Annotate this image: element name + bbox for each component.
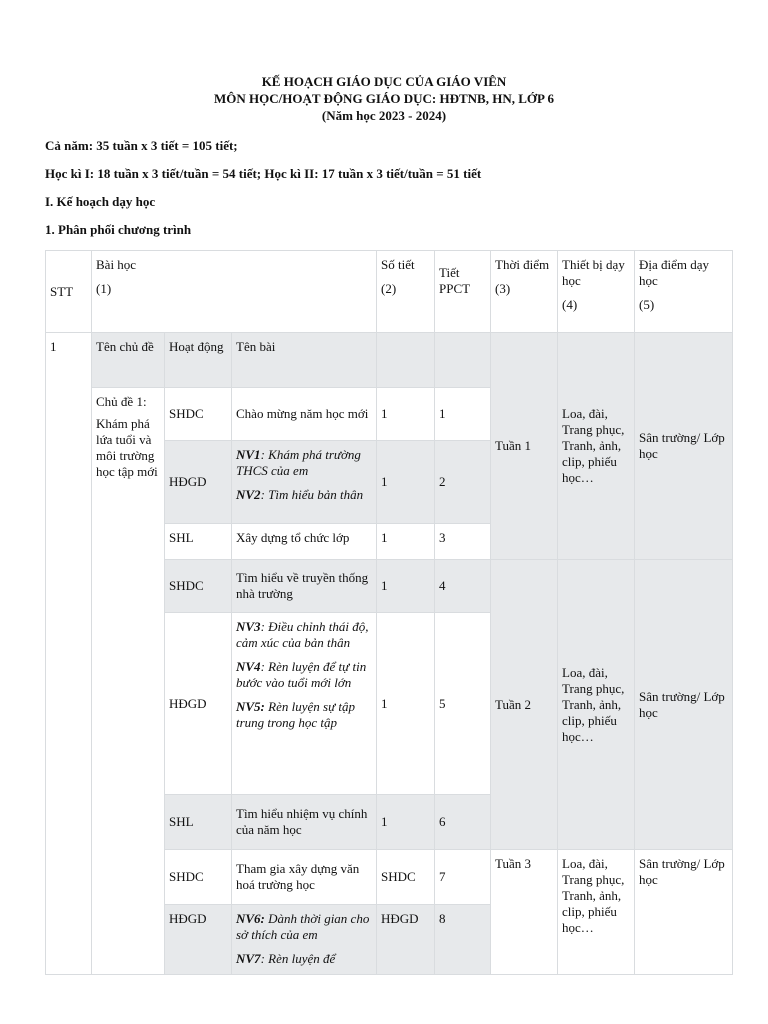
lesson-ppct: 1 xyxy=(435,388,491,441)
lesson-name: Tìm hiểu nhiệm vụ chính của năm học xyxy=(232,795,377,850)
empty-cell xyxy=(435,333,491,388)
header-thiet-bi xyxy=(558,251,635,333)
lesson-tasks xyxy=(232,905,377,975)
task-text: : Điều chỉnh thái độ, cảm xúc của bản thân xyxy=(236,619,369,650)
header-so-tiet xyxy=(377,251,435,333)
activity-type: HĐGD xyxy=(165,613,232,795)
header-dia-diem-label: Địa điểm dạy học xyxy=(639,257,710,288)
title-line-2: MÔN HỌC/HOẠT ĐỘNG GIÁO DỤC: HĐTNB, HN, LỚP 6 xyxy=(214,91,554,106)
lesson-count: SHDC xyxy=(377,850,435,905)
task-label: NV4 xyxy=(236,659,261,674)
header-thiet-bi-num: (4) xyxy=(562,297,578,312)
activity-type: SHDC xyxy=(165,850,232,905)
lesson-count: 1 xyxy=(377,560,435,613)
week-1-label: Tuần 1 xyxy=(491,333,558,560)
header-stt: STT xyxy=(46,251,92,333)
header-bai-hoc-label: Bài học xyxy=(96,257,137,272)
topic-1-name: Khám phá lứa tuổi và môi trường học tập mới xyxy=(96,416,158,479)
lesson-ppct: 6 xyxy=(435,795,491,850)
task-text: Dành thời gian cho sở thích của em xyxy=(236,911,370,942)
task-label: NV7 xyxy=(236,951,261,966)
empty-cell xyxy=(377,333,435,388)
subheader-ten-bai: Tên bài xyxy=(232,333,377,388)
activity-type: HĐGD xyxy=(165,905,232,975)
lesson-count: 1 xyxy=(377,524,435,560)
lesson-count: 1 xyxy=(377,441,435,524)
week-2-place: Sân trường/ Lớp học xyxy=(635,560,733,850)
lesson-ppct: 7 xyxy=(435,850,491,905)
header-tiet-ppct: Tiết PPCT xyxy=(435,251,491,333)
lesson-name: Tìm hiểu về truyền thống nhà trường xyxy=(232,560,377,613)
lesson-name: Tham gia xây dựng văn hoá trường học xyxy=(232,850,377,905)
header-thoi-diem-label: Thời điểm xyxy=(495,257,550,272)
activity-type: SHDC xyxy=(165,560,232,613)
lesson-tasks xyxy=(232,441,377,524)
total-year: Cả năm: 35 tuần x 3 tiết = 105 tiết; xyxy=(45,138,238,153)
week-2-equipment: Loa, đài, Trang phục, Tranh, ảnh, clip, phiếu học… xyxy=(558,560,635,850)
section-heading: I. Kế hoạch dạy học xyxy=(45,194,156,209)
table-header-row xyxy=(46,251,733,333)
task-label: NV6: xyxy=(236,911,265,926)
header-bai-hoc-num: (1) xyxy=(96,281,112,296)
header-dia-diem xyxy=(635,251,733,333)
header-so-tiet-num: (2) xyxy=(381,281,397,296)
row-stt: 1 xyxy=(46,333,92,975)
topic-1-cell xyxy=(92,388,165,975)
header-thiet-bi-label: Thiết bị dạy học xyxy=(562,257,625,288)
semester-info: Học kì I: 18 tuần x 3 tiết/tuần = 54 tiết; Học kì II: 17 tuần x 3 tiết/tuần = 51 tiết xyxy=(45,166,482,181)
subheader-hoat-dong: Hoạt động xyxy=(165,333,232,388)
header-thoi-diem xyxy=(491,251,558,333)
subsection-heading: 1. Phân phối chương trình xyxy=(45,222,192,237)
lesson-count: 1 xyxy=(377,613,435,795)
activity-type: SHL xyxy=(165,795,232,850)
week-3-place: Sân trường/ Lớp học xyxy=(635,850,733,975)
task-text: : Khám phá trường THCS của em xyxy=(236,447,361,478)
table-row xyxy=(46,333,733,388)
lesson-ppct: 8 xyxy=(435,905,491,975)
task-text: : Rèn luyện để tự tin bước vào tuổi mới lớn xyxy=(236,659,367,690)
task-text: Rèn luyện sự tập trung trong học tập xyxy=(236,699,356,730)
task-text: : Rèn luyện để xyxy=(260,951,336,966)
week-3-equipment: Loa, đài, Trang phục, Tranh, ảnh, clip, phiếu học… xyxy=(558,850,635,975)
header-bai-hoc xyxy=(92,251,377,333)
week-3-label: Tuần 3 xyxy=(491,850,558,975)
activity-type: HĐGD xyxy=(165,441,232,524)
task-label: NV1 xyxy=(236,447,261,462)
lesson-count: 1 xyxy=(377,795,435,850)
lesson-ppct: 3 xyxy=(435,524,491,560)
task-label: NV5: xyxy=(236,699,265,714)
task-text: : Tìm hiểu bản thân xyxy=(260,487,364,502)
lesson-ppct: 4 xyxy=(435,560,491,613)
header-thoi-diem-num: (3) xyxy=(495,281,511,296)
week-1-place: Sân trường/ Lớp học xyxy=(635,333,733,560)
week-1-equipment: Loa, đài, Trang phục, Tranh, ảnh, clip, phiếu học… xyxy=(558,333,635,560)
header-so-tiet-label: Số tiết xyxy=(381,257,415,272)
lesson-ppct: 2 xyxy=(435,441,491,524)
lesson-name: Xây dựng tổ chức lớp xyxy=(232,524,377,560)
lesson-name: Chào mừng năm học mới xyxy=(232,388,377,441)
topic-1-label: Chủ đề 1: xyxy=(96,394,147,409)
lesson-count: 1 xyxy=(377,388,435,441)
title-line-3: (Năm học 2023 - 2024) xyxy=(321,108,447,123)
activity-type: SHDC xyxy=(165,388,232,441)
lesson-tasks xyxy=(232,613,377,795)
activity-type: SHL xyxy=(165,524,232,560)
subheader-ten-chu-de: Tên chủ đề xyxy=(92,333,165,388)
week-2-label: Tuần 2 xyxy=(491,560,558,850)
header-dia-diem-num: (5) xyxy=(639,297,655,312)
task-label: NV3 xyxy=(236,619,261,634)
task-label: NV2 xyxy=(236,487,261,502)
curriculum-table xyxy=(45,250,733,975)
lesson-count: HĐGD xyxy=(377,905,435,975)
title-line-1: KẾ HOẠCH GIÁO DỤC CỦA GIÁO VIÊN xyxy=(261,74,507,89)
lesson-ppct: 5 xyxy=(435,613,491,795)
